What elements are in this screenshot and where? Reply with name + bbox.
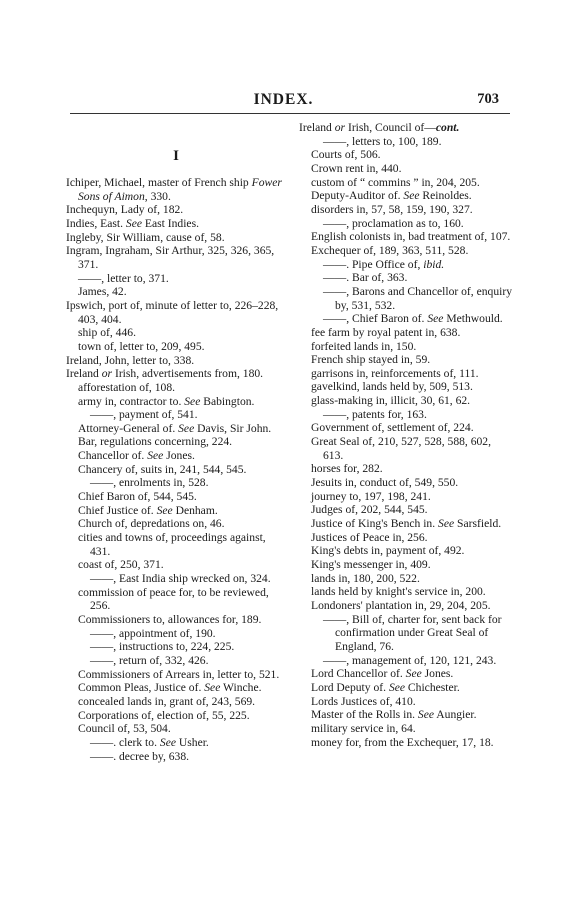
index-entry (66, 490, 286, 504)
entry-text: James, 42. (78, 285, 127, 299)
entry-text-after: Chichester. (405, 680, 460, 694)
entry-text: ——, appointment of, 190. (90, 626, 216, 640)
entry-text: Lord Chancellor of. (311, 667, 403, 681)
entry-text: Indies, East. (66, 216, 123, 230)
entry-text-after: Irish, advertisements from, 180. (112, 367, 264, 381)
index-entry (66, 654, 286, 668)
index-entry (299, 271, 514, 285)
entry-italic: See (125, 216, 142, 230)
index-entry (66, 422, 286, 436)
index-entry (299, 217, 514, 231)
entry-text: garrisons in, reinforcements of, 111. (311, 366, 479, 380)
entry-text: ——, Barons and Chancellor of, enquiry by, 531, 532. (323, 284, 512, 312)
entry-text: Chief Justice of. (78, 503, 154, 517)
entry-text: Ingram, Ingraham, Sir Arthur, 325, 326, 365, 371. (66, 244, 275, 271)
entry-text: ——, enrolments in, 528. (90, 476, 209, 490)
entry-text: afforestation of, 108. (78, 380, 176, 394)
index-entry (299, 462, 514, 476)
entry-text-after: , 330. (144, 189, 171, 203)
entry-text: ——, Chief Baron of. (323, 312, 425, 326)
section-letter: I (173, 148, 179, 164)
index-entry (299, 503, 514, 517)
index-entry (66, 695, 286, 709)
index-entry (66, 640, 286, 654)
index-entry (299, 135, 514, 149)
entry-italic: See (427, 312, 444, 326)
entry-text-after: Sarsfield. (454, 517, 502, 531)
entry-text: gavelkind, lands held by, 509, 513. (311, 380, 473, 394)
entry-text: Chancellor of. (78, 449, 145, 463)
entry-text: Justice of King's Bench in. (311, 517, 436, 531)
index-entry (299, 162, 514, 176)
entry-text: Great Seal of, 210, 527, 528, 588, 602, 613. (311, 435, 491, 462)
index-entry (299, 476, 514, 490)
index-entry (299, 176, 514, 190)
index-entry (299, 394, 514, 408)
entry-text: horses for, 282. (311, 462, 383, 476)
right-entries (299, 121, 514, 749)
entry-text: Inchequyn, Lady of, 182. (66, 203, 184, 217)
index-entry (299, 326, 514, 340)
entry-text-after: Usher. (175, 735, 209, 749)
index-entry (299, 285, 514, 312)
entry-text: ——, letter to, 371. (78, 271, 169, 285)
index-entry (299, 435, 514, 462)
entry-text: disorders in, 57, 58, 159, 190, 327. (311, 202, 473, 216)
entry-italic: See (147, 449, 164, 463)
index-entry (299, 517, 514, 531)
index-entry (299, 244, 514, 258)
entry-italic: or (334, 121, 346, 134)
index-entry (66, 627, 286, 641)
entry-text-after: Aungier. (434, 708, 477, 722)
index-entry (66, 231, 286, 245)
entry-italic: See (156, 503, 173, 517)
entry-italic: See (405, 667, 422, 681)
entry-text: Jesuits in, conduct of, 549, 550. (311, 476, 459, 490)
index-entry (299, 599, 514, 613)
index-entry (66, 531, 286, 558)
entry-text: Government of, settlement of, 224. (311, 421, 474, 435)
entry-text: custom of “ commins ” in, 204, 205. (311, 175, 480, 189)
index-entry (66, 517, 286, 531)
entry-text: cities and towns of, proceedings against, 431. (78, 531, 266, 558)
entry-text: Attorney-General of. (78, 421, 176, 435)
index-entry (299, 121, 514, 135)
index-entry (299, 654, 514, 668)
index-entry (66, 586, 286, 613)
entry-italic: See (403, 189, 420, 203)
index-entry (299, 380, 514, 394)
entry-text-after: Winche. (220, 681, 262, 695)
entry-text: Ingleby, Sir William, cause of, 58. (66, 230, 225, 244)
index-entry (299, 695, 514, 709)
index-entry (66, 668, 286, 682)
index-entry (66, 463, 286, 477)
entry-text: Exchequer of, 189, 363, 511, 528. (311, 243, 469, 257)
left-column (66, 121, 286, 763)
entry-text-after: Davis, Sir John. (194, 421, 272, 435)
entry-text: Crown rent in, 440. (311, 161, 402, 175)
index-entry (299, 667, 514, 681)
index-entry (299, 340, 514, 354)
index-entry (299, 148, 514, 162)
entry-text: Council of, 53, 504. (78, 722, 171, 736)
index-entry (66, 285, 286, 299)
index-entry (299, 203, 514, 217)
entry-continued: cont. (435, 121, 460, 134)
header-rule (70, 113, 510, 114)
index-entry (66, 613, 286, 627)
entry-text: money for, from the Exchequer, 17, 18. (311, 735, 494, 749)
entry-italic: See (417, 708, 435, 722)
page-number: 703 (477, 91, 499, 107)
entry-text: glass-making in, illicit, 30, 61, 62. (311, 394, 471, 408)
index-entry (299, 544, 514, 558)
entry-text-after: Jones. (421, 667, 454, 681)
right-column (299, 121, 514, 749)
entry-text: ——, management of, 120, 121, 243. (323, 653, 497, 667)
index-entry (299, 736, 514, 750)
entry-text: Corporations of, election of, 55, 225. (78, 708, 250, 722)
index-entry (299, 230, 514, 244)
entry-text: Ipswich, port of, minute of letter to, 226–228, 403, 404. (66, 298, 279, 326)
index-entry (66, 572, 286, 586)
index-entry (299, 312, 514, 326)
index-entry (299, 367, 514, 381)
index-entry (66, 326, 286, 340)
entry-text-after: East Indies. (142, 216, 199, 230)
entry-italic: ibid. (423, 257, 445, 271)
running-head (0, 91, 567, 111)
index-entry (66, 476, 286, 490)
index-entry (66, 449, 286, 463)
entry-text-after: Reinoldes. (419, 189, 472, 203)
entry-text: Commissioners of Arrears in, letter to, 521. (78, 667, 280, 681)
entry-text: ——, proclamation as to, 160. (323, 216, 464, 230)
entry-text: English colonists in, bad treatment of, 107. (311, 230, 511, 244)
entry-text: Ireland (66, 367, 99, 381)
index-entry (66, 558, 286, 572)
entry-text: fee farm by royal patent in, 638. (311, 325, 461, 339)
entry-text: ——. Pipe Office of, (323, 257, 421, 271)
entry-text: concealed lands in, grant of, 243, 569. (78, 694, 256, 708)
entry-text: coast of, 250, 371. (78, 558, 164, 572)
index-entry (299, 613, 514, 654)
entry-text: ——, payment of, 541. (90, 408, 198, 422)
entry-text: Ireland (299, 121, 332, 134)
index-entry (299, 421, 514, 435)
entry-text: ——, instructions to, 224, 225. (90, 640, 235, 654)
entry-text-after: Babington. (200, 394, 255, 408)
index-entry (66, 244, 286, 271)
entry-text: Church of, depredations on, 46. (78, 517, 225, 531)
index-entry (299, 572, 514, 586)
index-entry (66, 203, 286, 217)
entry-text: Chief Baron of, 544, 545. (78, 490, 197, 504)
index-entry (299, 490, 514, 504)
entry-text: lands held by knight's service in, 200. (311, 585, 486, 599)
entry-text: Judges of, 202, 544, 545. (311, 503, 428, 517)
entry-text: Lord Deputy of. (311, 680, 387, 694)
index-entry (66, 217, 286, 231)
index-entry (66, 736, 286, 750)
entry-text: Justices of Peace in, 256. (311, 530, 428, 544)
index-entry (66, 176, 286, 203)
index-entry (299, 408, 514, 422)
entry-text: town of, letter to, 209, 495. (78, 339, 205, 353)
entry-text-after: Denham. (172, 503, 218, 517)
entry-text-after: Irish, Council of— (345, 121, 436, 134)
entry-text: Common Pleas, Justice of. (78, 681, 202, 695)
index-entry (66, 381, 286, 395)
index-entry (66, 750, 286, 764)
entry-italic: See (438, 517, 455, 531)
entry-text: commission of peace for, to be reviewed, 256. (78, 585, 269, 613)
entry-text: ——. decree by, 638. (90, 749, 190, 763)
entry-text: Deputy-Auditor of. (311, 189, 401, 203)
entry-text: King's debts in, payment of, 492. (311, 544, 465, 558)
index-entry (66, 504, 286, 518)
index-entry (66, 299, 286, 326)
entry-text: ——, return of, 332, 426. (90, 653, 209, 667)
index-entry (299, 353, 514, 367)
index-entry (299, 189, 514, 203)
running-head-title: INDEX. (253, 91, 314, 108)
index-entry (66, 408, 286, 422)
entry-italic: or (101, 367, 113, 381)
entry-text: Commissioners to, allowances for, 189. (78, 613, 262, 626)
index-entry (66, 354, 286, 368)
entry-italic: Fower Sons of Aimon (78, 176, 282, 203)
entry-text: Bar, regulations concerning, 224. (78, 435, 233, 449)
index-entry (299, 531, 514, 545)
entry-text: ——. clerk to. (90, 735, 157, 749)
entry-italic: See (204, 681, 221, 695)
entry-text: forfeited lands in, 150. (311, 339, 417, 353)
index-entry (66, 340, 286, 354)
entry-text: Londoners' plantation in, 29, 204, 205. (311, 598, 491, 612)
index-entry (66, 272, 286, 286)
entry-text: ——, patents for, 163. (323, 407, 427, 421)
entry-text-after: Methwould. (443, 312, 503, 326)
entry-text: Ichiper, Michael, master of French ship (66, 176, 249, 189)
entry-text-after: Jones. (163, 449, 195, 463)
entry-text: French ship stayed in, 59. (311, 353, 431, 367)
index-entry (66, 722, 286, 736)
entry-text: Chancery of, suits in, 241, 544, 545. (78, 462, 247, 476)
entry-text: King's messenger in, 409. (311, 558, 431, 571)
entry-italic: See (388, 680, 406, 694)
entry-text: lands in, 180, 200, 522. (311, 571, 420, 585)
left-entries (66, 176, 286, 763)
entry-italic: See (159, 735, 176, 749)
index-entry (299, 681, 514, 695)
index-entry (299, 722, 514, 736)
entry-italic: See (178, 421, 195, 435)
index-entry (66, 367, 286, 381)
index-entry (66, 435, 286, 449)
index-entry (299, 258, 514, 272)
entry-text: army in, contractor to. (78, 394, 182, 408)
index-entry (299, 558, 514, 572)
index-entry (299, 585, 514, 599)
entry-italic: See (184, 394, 201, 408)
entry-text: journey to, 197, 198, 241. (311, 489, 431, 503)
index-entry (66, 709, 286, 723)
entry-text: ship of, 446. (78, 326, 136, 340)
entry-text: ——, Bill of, charter for, sent back for confirmation under Great Seal of England, 76. (323, 612, 502, 653)
index-entry (66, 395, 286, 409)
entry-text: ——, letters to, 100, 189. (323, 134, 442, 148)
entry-text: Courts of, 506. (311, 148, 381, 162)
index-entry (299, 708, 514, 722)
entry-text: Master of the Rolls in. (311, 708, 416, 722)
entry-text: Lords Justices of, 410. (311, 694, 416, 708)
entry-text: military service in, 64. (311, 721, 416, 735)
entry-text: ——. Bar of, 363. (323, 271, 408, 285)
entry-text: Ireland, John, letter to, 338. (66, 353, 195, 367)
index-entry (66, 681, 286, 695)
entry-text: ——, East India ship wrecked on, 324. (90, 572, 271, 586)
